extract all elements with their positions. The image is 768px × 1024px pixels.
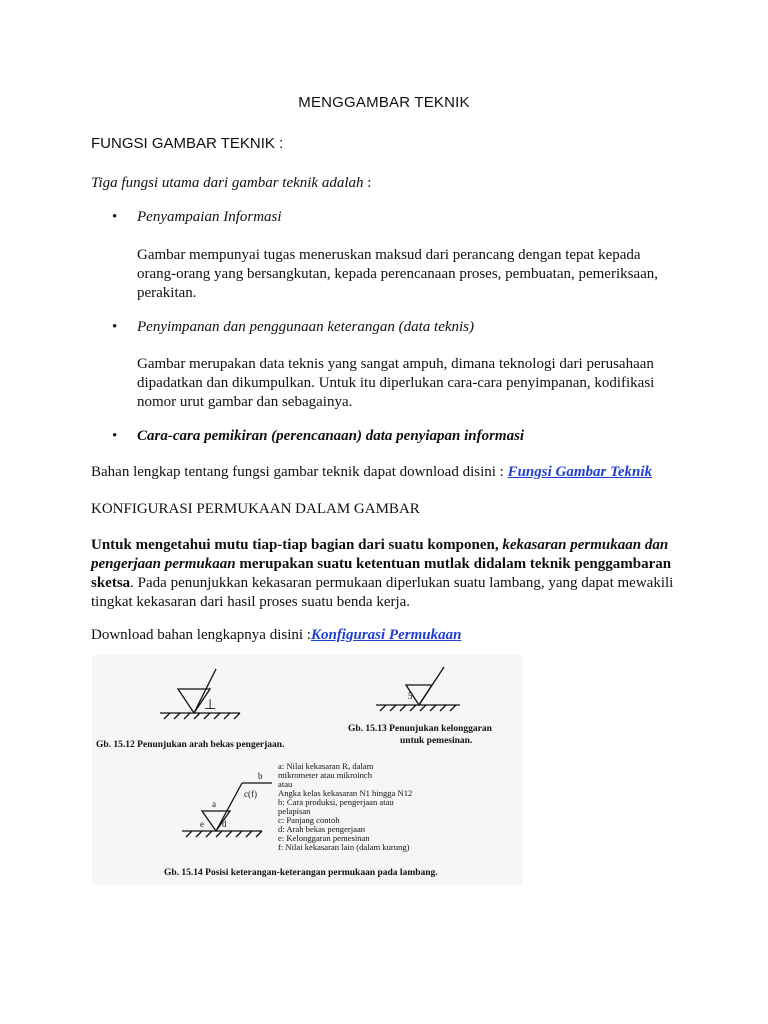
label-d: d [222, 819, 227, 829]
download-paragraph-2 [91, 626, 691, 645]
legend-line: b: Cara produksi, pengerjaan atau [278, 797, 394, 807]
download-paragraph-1 [91, 463, 691, 482]
text-line: nomor urut gambar dan sebagainya. [137, 394, 353, 410]
text-line: perakitan. [137, 285, 197, 301]
bullet-label: Penyampaian Informasi [137, 209, 282, 225]
bullet-label: Cara-cara pemikiran (perencanaan) data penyiapan informasi [137, 428, 525, 444]
bullet-dot: • [112, 209, 118, 225]
legend-line: f: Nilai kekasaran lain (dalam kurung) [278, 842, 410, 852]
surface-symbol-figure [92, 655, 522, 885]
konfigurasi-permukaan-link[interactable]: Konfigurasi Permukaan [310, 627, 462, 643]
intro-italic: Tiga fungsi utama dari gambar teknik adalah [91, 175, 364, 191]
text-line: orang-orang yang bersangkutan, kepada perencanaan proses, pembuatan, pemeriksaan, [137, 266, 659, 282]
legend-line: d: Arah bekas pengerjaan [278, 824, 366, 834]
section-heading-konfigurasi: KONFIGURASI PERMUKAAN DALAM GAMBAR [91, 501, 420, 517]
section-heading-fungsi: FUNGSI GAMBAR TEKNIK : [91, 135, 284, 152]
legend-line: atau [278, 779, 293, 789]
text-line: Gambar merupakan data teknis yang sangat ampuh, dimana teknologi dari perusahaan [137, 356, 654, 372]
allowance-value: 5 [408, 691, 413, 701]
text-line: tingkat kekasaran dari hasil proses suatu benda kerja. [91, 594, 411, 610]
download-text: Download bahan lengkapnya disini : [91, 627, 311, 643]
legend-line: mikrometer atau mikroinch [278, 770, 373, 780]
bullet-dot: • [112, 319, 118, 335]
text-line [91, 536, 711, 555]
legend-line: c: Panjang contoh [278, 815, 340, 825]
bold-text: merupakan suatu ketentuan mutlak didalam teknik penggambaran [235, 556, 672, 572]
bold-text: sketsa [91, 575, 131, 591]
label-b: b [258, 771, 263, 781]
plain-text: . Pada penunjukkan kekasaran permukaan diperlukan suatu lambang, yang dapat mewakili [130, 575, 674, 591]
intro-paragraph [91, 174, 691, 193]
bullet-dot: • [112, 428, 118, 444]
legend-line: Angka kelas kekasaran N1 hingga N12 [278, 788, 413, 798]
label-a: a [212, 799, 216, 809]
caption-15-14: Gb. 15.14 Posisi keterangan-keterangan permukaan pada lambang. [164, 868, 438, 878]
text-line [91, 574, 711, 593]
bold-text: Untuk mengetahui mutu tiap-tiap bagian dari suatu komponen, [91, 537, 503, 553]
caption-15-12: Gb. 15.12 Penunjukan arah bekas pengerjaan. [96, 740, 285, 750]
download-text: Bahan lengkap tentang fungsi gambar teknik dapat download disini : [91, 464, 508, 480]
text-line [91, 555, 711, 574]
fungsi-gambar-teknik-link[interactable]: Fungsi Gambar Teknik [507, 464, 653, 480]
bullet-paragraph [137, 355, 697, 412]
bullet-paragraph [137, 246, 697, 303]
intro-tail: : [363, 175, 372, 191]
text-line: Gambar mempunyai tugas meneruskan maksud dari perancang dengan tepat kepada [137, 247, 641, 263]
legend-line: a: Nilai kekasaran Rₐ dalam [278, 761, 374, 771]
caption-15-13a: Gb. 15.13 Penunjukan kelonggaran [348, 724, 492, 734]
page-title: MENGGAMBAR TEKNIK [298, 94, 470, 111]
text-line: dipadatkan dan dikumpulkan. Untuk itu diperlukan cara-cara penyimpanan, kodifikasi [137, 375, 655, 391]
bold-italic-text: pengerjaan permukaan [91, 556, 236, 572]
label-cf: c(f) [244, 789, 257, 799]
legend-line: pelapisan [278, 806, 311, 816]
bold-italic-text: kekasaran permukaan dan [502, 537, 669, 553]
caption-15-13b: untuk pemesinan. [400, 736, 473, 746]
bullet-label: Penyimpanan dan penggunaan keterangan (data teknis) [137, 319, 475, 335]
label-e: e [200, 819, 204, 829]
perpendicular-symbol: ⊥ [204, 697, 217, 713]
legend-line: e: Kelonggaran pemesinan [278, 833, 370, 843]
konfigurasi-paragraph [91, 536, 711, 612]
